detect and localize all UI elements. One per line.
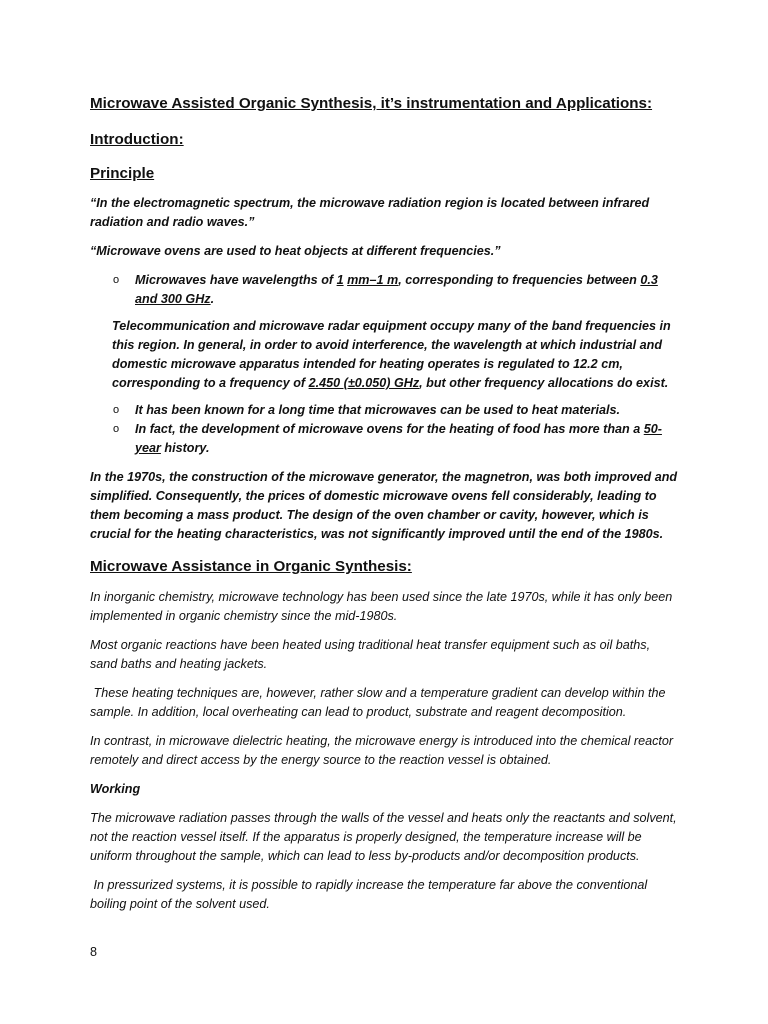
underlined-value: mm–1 m [347,273,399,287]
bullet-item-oven-history [90,420,680,458]
bullet-item-wavelengths [90,271,680,309]
paragraph-radiation: The microwave radiation passes through the walls of the vessel and heats only the reactants and solvent, not the reaction vessel itself. If the apparatus is properly designed, the temperature increase will be uniform throughout the sample, which can lead to less by-products and/or decomposition products. [90,811,677,863]
quote-microwave-ovens: “Microwave ovens are used to heat objects at different frequencies.” [90,244,501,258]
bullet-list-history [90,401,680,458]
underlined-value: 50-year [135,422,662,455]
underlined-value: 0.3 and 300 GHz [135,273,658,306]
bullet-text: . [210,292,215,306]
bullet-text: , corresponding to frequencies between [398,273,641,287]
document-title: Microwave Assisted Organic Synthesis, it’s instrumentation and Applications: [90,95,653,112]
bullet-text: history. [160,441,210,455]
bullet-circle-icon: o [113,404,120,416]
paragraph-text: Telecommunication and microwave radar equipment occupy many of the band frequencies in this region. In general, in order to avoid interference, the wavelength at which industrial and domestic microwave apparatus intended for heating operates is regulated to 12.2 cm, corresponding to a frequency of [112,319,671,390]
paragraph-pressurized: In pressurized systems, it is possible to rapidly increase the temperature far above the conventional boiling point of the solvent used. [90,878,651,911]
paragraph-inorganic: In inorganic chemistry, microwave technology has been used since the late 1970s, while it has only been implemented in organic chemistry since the mid-1980s. [90,590,673,623]
telecom-paragraph [90,317,680,393]
paragraph-text: , but other frequency allocations do exist. [419,376,669,390]
bullet-item-heat-materials [90,401,680,420]
history-paragraph: In the 1970s, the construction of the microwave generator, the magnetron, was both improved and simplified. Consequently, the prices of domestic microwave ovens fell considerably, leading to them becoming a mass product. The design of the oven chamber or cavity, however, which is crucial for the heating characteristics, was not significantly improved until the end of the 1980s. [90,470,678,541]
page-content [90,93,680,914]
assistance-heading: Microwave Assistance in Organic Synthesis: [90,558,412,575]
paragraph-heating-techniques: These heating techniques are, however, rather slow and a temperature gradient can develop within the sample. In addition, local overheating can lead to product, substrate and reagent decomposition. [90,686,669,719]
underlined-value: 2.450 (±0.050) GHz [308,376,420,390]
bullet-text: In fact, the development of microwave ovens for the heating of food has more than a [135,422,644,436]
underlined-value: 1 [336,273,344,287]
paragraph-dielectric-heating: In contrast, in microwave dielectric heating, the microwave energy is introduced into the chemical reactor remotely and direct access by the energy source to the reaction vessel is obtained. [90,734,674,767]
bullet-circle-icon: o [113,274,120,286]
bullet-text: It has been known for a long time that microwaves can be used to heat materials. [135,403,620,417]
bullet-text: Microwaves have wavelengths of [135,273,337,287]
page-number: 8 [90,945,98,959]
quote-em-spectrum: “In the electromagnetic spectrum, the microwave radiation region is located between infrared radiation and radio waves.” [90,196,650,229]
principle-heading: Principle [90,165,155,182]
introduction-heading: Introduction: [90,131,184,148]
working-heading: Working [90,782,141,796]
bullet-circle-icon: o [113,423,120,435]
bullet-list-wavelengths [90,271,680,309]
paragraph-heating-equipment: Most organic reactions have been heated using traditional heat transfer equipment such as oil baths, sand baths and heating jackets. [90,638,651,671]
